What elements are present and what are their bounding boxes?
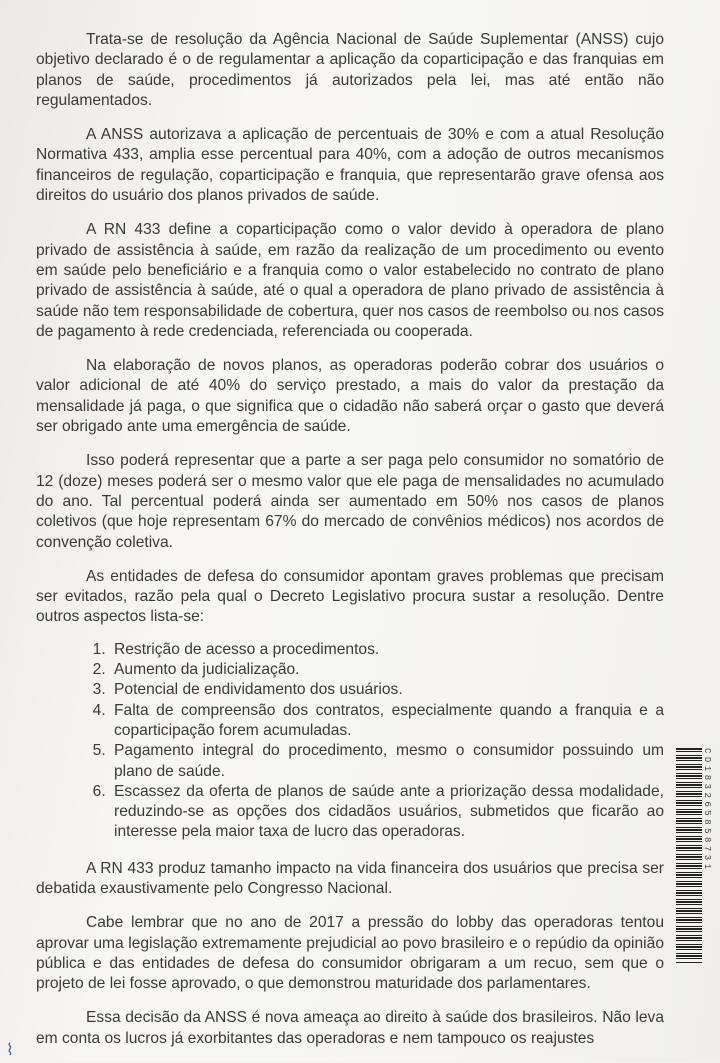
- pen-mark-icon: ⌇: [6, 1042, 14, 1059]
- aspects-list: [36, 640, 664, 843]
- paragraph: Trata-se de resolução da Agência Nacional de Saúde Suplementar (ANSS) cujo objetivo declarado é o de regulamentar a aplicação da coparticipação e das franquias em planos de saúde, procedimentos já autorizados pela lei, mas até então não regulamentados.: [36, 31, 664, 109]
- paragraph: Na elaboração de novos planos, as operadoras poderão cobrar dos usuários o valor adicional de até 40% do serviço prestado, a mais do valor da prestação da mensalidade já paga, o que significa que o cidadão não saberá orçar o gasto que deverá ser obrigado ante uma emergência de saúde.: [36, 357, 664, 436]
- list-item: 6. Escassez da oferta de planos de saúde ante a priorização dessa modalidade, reduzindo-se as opções dos cidadãos usuários, submetidos que ficarão ao interesse pela maior taxa de lucro das operadoras.: [110, 782, 664, 843]
- paragraph: A ANSS autorizava a aplicação de percentuais de 30% e com a atual Resolução Normativa 433, amplia esse percentual para 40%, com a adoção de outros mecanismos financeiros de regulação, coparticipação e franquia, que representarão grave ofensa aos direitos do usuário dos planos privados de saúde.: [36, 126, 664, 205]
- barcode-bars: [676, 748, 702, 964]
- paragraph: As entidades de defesa do consumidor apontam graves problemas que precisam ser evitados, razão pela qual o Decreto Legislativo procura sustar a resolução. Dentre outros aspectos lista-se:: [36, 567, 664, 626]
- list-item: 3. Potencial de endividamento dos usuários.: [110, 680, 664, 700]
- paragraph: A RN 433 produz tamanho impacto na vida financeira dos usuários que precisa ser debatida exaustivamente pelo Congresso Nacional.: [36, 859, 664, 897]
- paragraph: A RN 433 define a coparticipação como o valor devido à operadora de plano privado de assistência à saúde, em razão da realização de um procedimento ou evento em saúde pelo beneficiário e a franquia como o valor estabelecido no contrato de plano privado de assistência à saúde, até o qual a operadora de plano privado de assistência à saúde não tem responsabilidade de cobertura, quer nos casos de reembolso ou nos casos de pagamento à rede credenciada, referenciada ou cooperada.: [36, 221, 664, 340]
- paragraph: Cabe lembrar que no ano de 2017 a pressão do lobby das operadoras tentou aprovar uma legislação extremamente prejudicial ao povo brasileiro e o repúdio da opinião pública e das entidades de defesa do consumidor obrigaram a um recuo, sem que o projeto de lei fosse aprovado, o que demonstrou maturidade dos parlamentares.: [36, 914, 664, 993]
- paragraph: Essa decisão da ANSS é nova ameaça ao direito à saúde dos brasileiros. Não leva em conta os lucros já exorbitantes das operadoras e nem tampouco os reajustes: [36, 1009, 664, 1047]
- list-item: 5. Pagamento integral do procedimento, mesmo o consumidor possuindo um plano de saúde.: [110, 741, 664, 782]
- document-body: [36, 30, 664, 1063]
- barcode-number: CD183265858731: [702, 748, 712, 873]
- list-item: 4. Falta de compreensão dos contratos, especialmente quando a franquia e a coparticipação forem acumuladas.: [110, 701, 664, 742]
- list-item: 1. Restrição de acesso a procedimentos.: [110, 640, 664, 660]
- barcode: [676, 748, 712, 964]
- paragraph: Isso poderá representar que a parte a ser paga pelo consumidor no somatório de 12 (doze) meses poderá ser o mesmo valor que ele paga de mensalidades no acumulado do ano. Tal percentual poderá ainda ser aumentado em 50% nos casos de planos coletivos (que hoje representam 67% do mercado de convênios médicos) nos acordos de convenção coletiva.: [36, 452, 664, 551]
- list-item: 2. Aumento da judicialização.: [110, 660, 664, 680]
